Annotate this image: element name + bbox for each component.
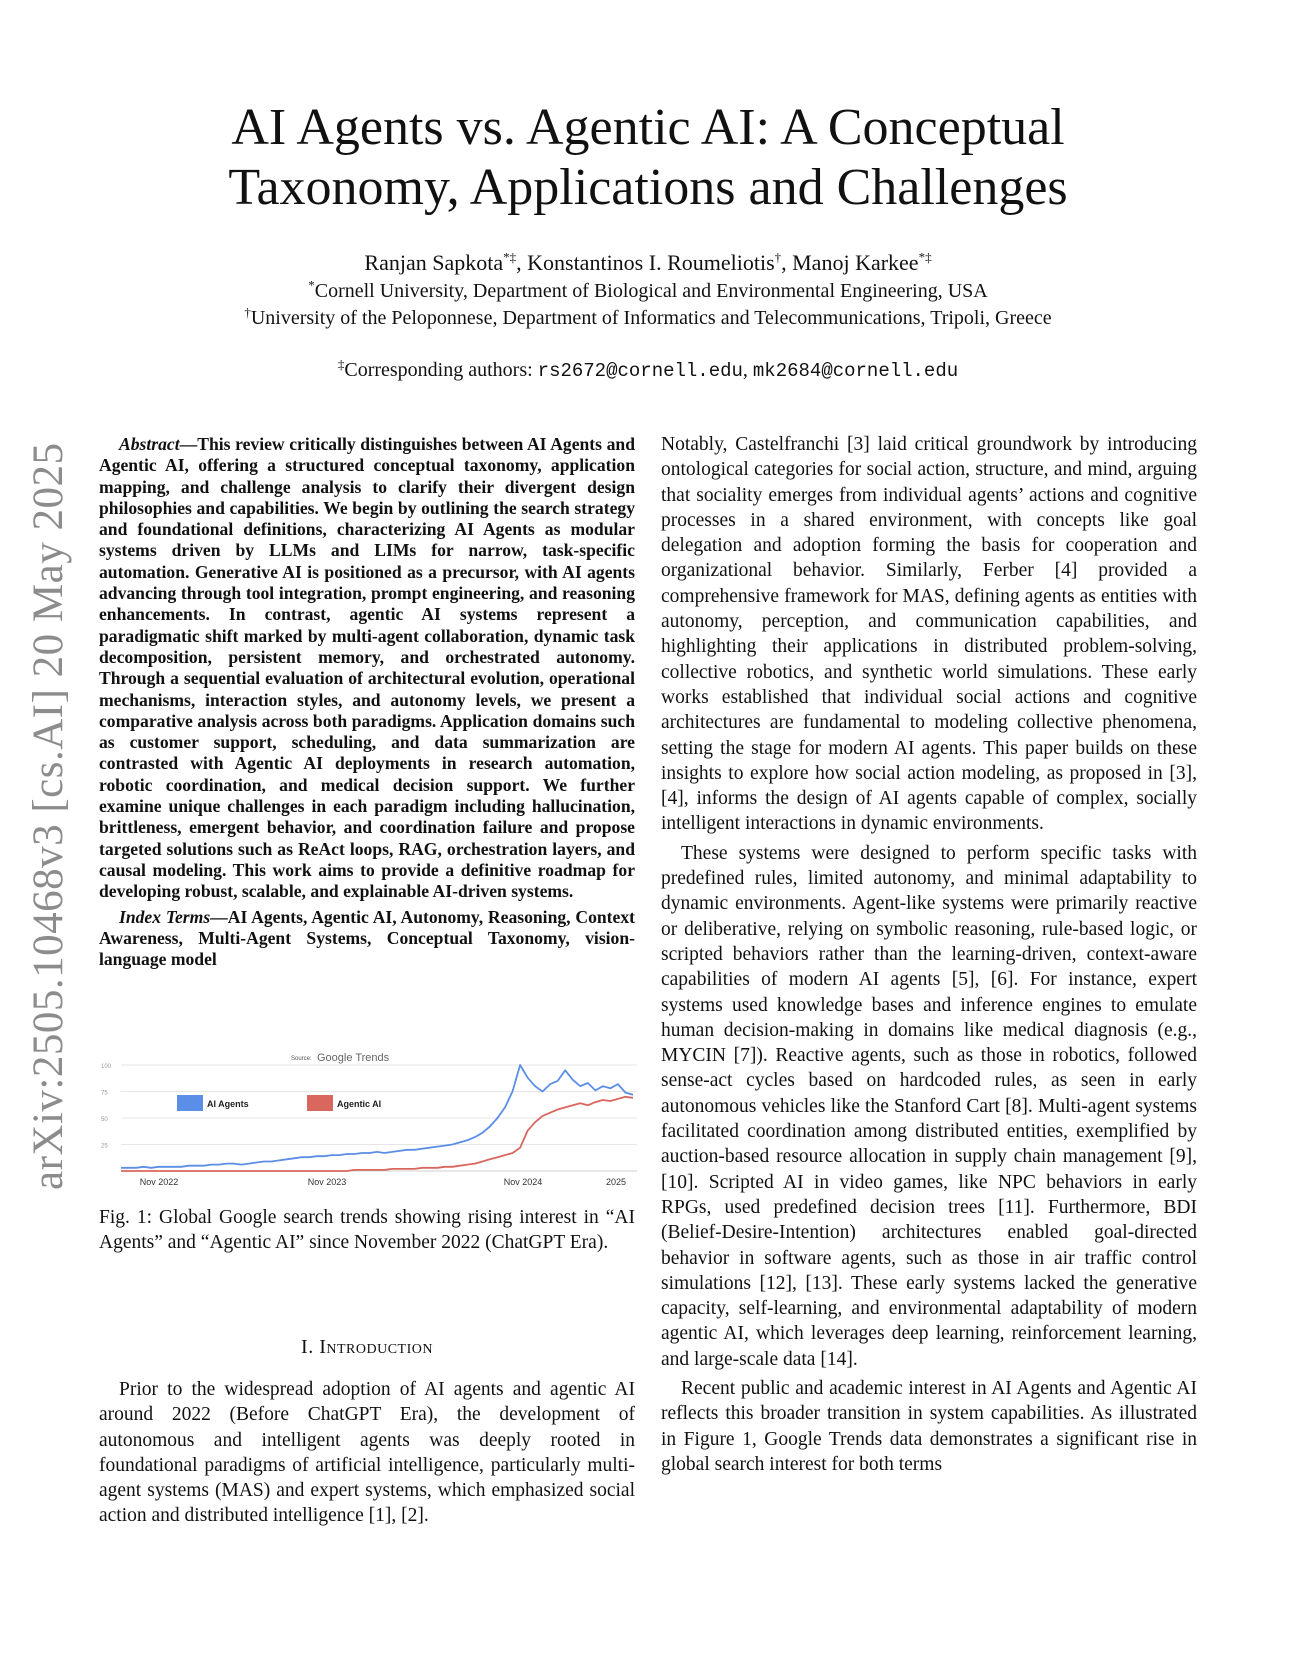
- email-separator: ,: [742, 359, 753, 381]
- chart-source-label: Source:: [291, 1056, 312, 1062]
- y-tick-label: 100: [101, 1064, 112, 1070]
- affiliation-mark: *: [308, 277, 315, 293]
- affiliation-text: Cornell University, Department of Biological and Environmental Engineering, USA: [314, 280, 988, 302]
- chart-grid: [101, 1064, 637, 1171]
- affiliation-text: University of the Peloponnese, Department of Informatics and Telecommunications, Tripoli, Greece: [250, 307, 1052, 329]
- trend-line-chart: [99, 1045, 640, 1190]
- right-column: [661, 432, 1197, 1477]
- paper-title: [0, 98, 1296, 218]
- index-terms: [99, 907, 635, 971]
- abstract: [99, 434, 635, 903]
- author-list: Ranjan Sapkota*‡, Konstantinos I. Roumeliotis†, Manoj Karkee*‡: [364, 249, 932, 275]
- email-link[interactable]: rs2672@cornell.edu: [537, 360, 743, 382]
- legend-swatch-agentic-ai: [307, 1095, 333, 1111]
- chart-legend: [177, 1095, 381, 1111]
- section-number: I.: [301, 1336, 314, 1358]
- figure-1-caption: Fig. 1: Global Google search trends showing rising interest in “AI Agents” and “Agentic AI” since November 2022 (ChatGPT Era).: [99, 1207, 635, 1254]
- title-line-1: AI Agents vs. Agentic AI: A Conceptual: [231, 99, 1065, 156]
- legend-swatch-ai-agents: [177, 1095, 203, 1111]
- intro-paragraph: Prior to the widespread adoption of AI agents and agentic AI around 2022 (Before ChatGPT Era), the development of autonomous and intelligent agents was deeply rooted in foundational paradigms of artificial intelligence, particularly multi-agent systems (MAS) and expert systems, which emphasized social action and distributed intelligence [1], [2].: [99, 1379, 635, 1527]
- body-paragraph: Notably, Castelfranchi [3] laid critical groundwork by introducing ontological categories for social action, structure, and mind, arguing that sociality emerges from individual agents’ actions and cognitive processes in a shared environment, with concepts like goal delegation and adoption forming the basis for cooperation and organizational behavior. Similarly, Ferber [4] provided a comprehensive framework for MAS, defining agents as entities with autonomy, perception, and communication capabilities, and highlighting their applications in distributed problem-solving, collective robotics, and synthetic world simulations. These early works established that individual social actions and cognitive architectures are fundamental to modeling collective phenomena, setting the stage for modern AI agents. This paper builds on these insights to explore how social action modeling, as proposed in [3], [4], informs the design of AI agents capable of complex, socially intelligent interactions in dynamic environments.: [661, 434, 1197, 835]
- chart-x-ticks: [140, 1177, 626, 1187]
- corresponding-authors: [0, 356, 1296, 382]
- x-tick-label: Nov 2022: [139, 1177, 179, 1187]
- arxiv-identifier-stamp: arXiv:2505.10468v3 [cs.AI] 20 May 2025: [25, 442, 72, 1190]
- body-paragraph: Recent public and academic interest in AI Agents and Agentic AI reflects this broader transition in system capabilities. As illustrated in Figure 1, Google Trends data demonstrates a significant rise in global search interest for both terms: [661, 1377, 1197, 1475]
- author-name: Ranjan Sapkota: [364, 250, 504, 275]
- y-tick-label: 25: [101, 1143, 108, 1150]
- y-tick-label: 50: [101, 1117, 108, 1123]
- x-tick-label: 2025: [605, 1177, 627, 1187]
- figure-1-chart: [99, 1045, 640, 1190]
- email-link[interactable]: mk2684@cornell.edu: [752, 360, 959, 382]
- body-paragraph: These systems were designed to perform specific tasks with predefined rules, limited autonomy, and minimal adaptability to dynamic environments. Agent-like systems were primarily reactive or deliberative, relying on symbolic reasoning, rule-based logic, or scripted behaviors rather than the learning-driven, context-aware capabilities of modern AI agents [5], [6]. For instance, expert systems used knowledge bases and inference engines to emulate human decision-making in domains like medical diagnosis (e.g., MYCIN [7]). Reactive agents, such as those in robotics, followed sense-act cycles based on hardcoded rules, as seen in early autonomous vehicles like the Stanford Cart [8]. Multi-agent systems facilitated coordination among distributed entities, exemplified by auction-based resource allocation in supply chain management [9], [10]. Scripted AI in video games, like NPC behaviors in early RPGs, used predefined decision trees [11]. Furthermore, BDI (Belief-Desire-Intention) architectures enabled goal-directed behavior in software agents, such as those in air traffic control simulations [12], [13]. These early systems lacked the generative capacity, self-learning, and environmental adaptability of modern agentic AI, which leverages deep learning, reinforcement learning, and large-scale data [14].: [661, 842, 1197, 1370]
- index-terms-label: Index Terms: [119, 906, 211, 927]
- index-terms-text: AI Agents, Agentic AI, Autonomy, Reasoning, Context Awareness, Multi-Agent Systems, Conceptual Taxonomy, vision-language model: [99, 906, 635, 970]
- corresponding-mark: ‡: [337, 356, 345, 372]
- section-heading-introduction: [99, 1336, 635, 1359]
- affiliation-2: [0, 304, 1296, 330]
- series-line-ai-agents: [121, 1065, 633, 1168]
- author-name: Manoj Karkee: [792, 250, 919, 275]
- abstract-dash: —: [179, 434, 198, 454]
- abstract-label: Abstract: [119, 434, 180, 454]
- x-tick-label: Nov 2024: [503, 1177, 543, 1187]
- section-title: Introduction: [319, 1336, 433, 1358]
- abstract-text: This review critically distinguishes between AI Agents and Agentic AI, offering a structured conceptual taxonomy, application mapping, and challenge analysis to clarify their divergent design philosophies and capabilities. We begin by outlining the search strategy and foundational definitions, characterizing AI Agents as modular systems driven by LLMs and LIMs for narrow, task-specific automation. Generative AI is positioned as a precursor, with AI agents advancing through tool integration, prompt engineering, and reasoning enhancements. In contrast, agentic AI systems represent a paradigmatic shift marked by multi-agent collaboration, dynamic task decomposition, persistent memory, and orchestrated autonomy. Through a sequential evaluation of architectural evolution, operational mechanisms, interaction styles, and autonomy levels, we present a comparative analysis across both paradigms. Application domains such as customer support, scheduling, and data summarization are contrasted with Agentic AI deployments in research automation, robotic coordination, and medical decision support. We further examine unique challenges in each paradigm including hallucination, brittleness, emergent behavior, and coordination failure and propose targeted solutions such as ReAct loops, RAG, orchestration layers, and causal modeling. This work aims to provide a definitive roadmap for developing robust, scalable, and explainable AI-driven systems.: [99, 434, 635, 902]
- chart-source-name: Google Trends: [317, 1052, 390, 1064]
- author-marks: †: [774, 249, 782, 265]
- affiliation-1: [0, 277, 1296, 303]
- author-marks: *‡: [503, 249, 517, 265]
- legend-label-ai-agents: AI Agents: [207, 1099, 249, 1109]
- legend-label-agentic-ai: Agentic AI: [337, 1099, 382, 1109]
- index-terms-dash: —: [210, 906, 228, 927]
- y-tick-label: 75: [101, 1090, 108, 1097]
- corresponding-label: Corresponding authors:: [344, 359, 538, 381]
- author-marks: *‡: [918, 249, 932, 265]
- author-name: Konstantinos I. Roumeliotis: [527, 250, 775, 275]
- x-tick-label: Nov 2023: [307, 1177, 347, 1187]
- left-column: [99, 434, 635, 970]
- title-line-2: Taxonomy, Applications and Challenges: [228, 159, 1068, 216]
- affiliation-mark: †: [244, 304, 251, 320]
